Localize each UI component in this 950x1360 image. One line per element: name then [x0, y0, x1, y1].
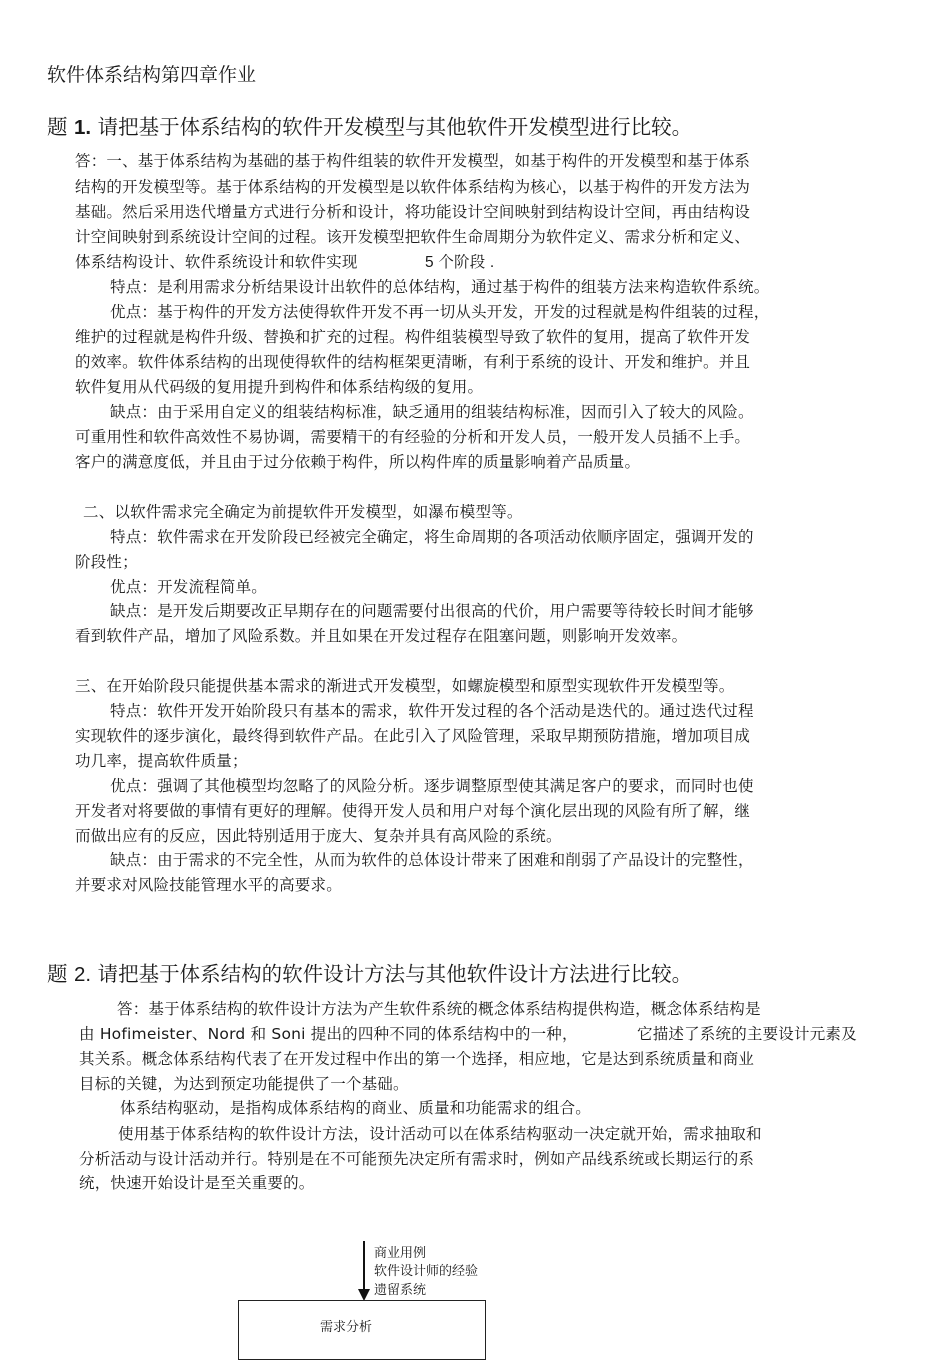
answer-line: 优点：强调了其他模型均忽略了的风险分析。逐步调整原型使其满足客户的要求，而同时也使 — [110, 777, 754, 795]
input-arrow-shaft — [363, 1241, 365, 1291]
answer-line: 体系结构设计、软件系统设计和软件实现 — [75, 253, 358, 271]
answer-line: 优点：开发流程简单。 — [110, 578, 268, 596]
question-1-prefix: 题 — [47, 115, 75, 139]
answer-line-phase-count: 5 个阶段 . — [425, 254, 495, 271]
answer-line: 软件复用从代码级的复用提升到构件和体系结构级的复用。 — [75, 378, 484, 396]
answer-line: 计空间映射到系统设计空间的过程。该开发模型把软件生命周期分为软件定义、需求分析和定义、 — [75, 228, 751, 246]
question-2-title — [47, 957, 692, 987]
answer-line: 基础。然后采用迭代增量方式进行分析和设计，将功能设计空间映射到结构设计空间，再由结构设 — [75, 203, 751, 221]
answer-line: 看到软件产品，增加了风险系数。并且如果在开发过程存在阻塞问题，则影响开发效率。 — [75, 627, 688, 645]
answer-line: 特点：软件需求在开发阶段已经被完全确定，将生命周期的各项活动依顺序固定，强调开发的 — [110, 528, 754, 546]
answer-line: 特点：是利用需求分析结果设计出软件的总体结构，通过基于构件的组装方法来构造软件系统。 — [110, 278, 770, 296]
answer-line: 而做出应有的反应，因此特别适用于庞大、复杂并具有高风险的系统。 — [75, 827, 562, 845]
answer-line: 可重用性和软件高效性不易协调，需要精干的有经验的分析和开发人员，一般开发人员插不上手。 — [75, 428, 751, 446]
answer-line: 三、在开始阶段只能提供基本需求的渐进式开发模型，如螺旋模型和原型实现软件开发模型等。 — [75, 677, 735, 695]
question-2-text: 请把基于体系结构的软件设计方法与其他软件设计方法进行比较。 — [91, 962, 693, 986]
requirements-analysis-label: 需求分析 — [320, 1320, 373, 1335]
answer-line: 客户的满意度低，并且由于过分依赖于构件，所以构件库的质量影响着产品质量。 — [75, 453, 641, 471]
answer-line: 优点：基于构件的开发方法使得软件开发不再一切从头开发，开发的过程就是构件组装的过程， — [110, 303, 770, 321]
answer-line: 它描述了系统的主要设计元素及 — [637, 1025, 857, 1043]
answer-line: 答：基于体系结构的软件设计方法为产生软件系统的概念体系结构提供构造，概念体系结构是 — [117, 1000, 761, 1018]
answer-line: 答：一、基于体系结构为基础的基于构件组装的软件开发模型，如基于构件的开发模型和基于体系 — [75, 152, 751, 170]
answer-line: 功几率，提高软件质量； — [75, 752, 248, 770]
answer-line: 二、以软件需求完全确定为前提软件开发模型，如瀑布模型等。 — [83, 503, 523, 521]
answer-line: 的效率。软件体系结构的出现使得软件的结构框架更清晰，有利于系统的设计、开发和维护。并且 — [75, 353, 751, 371]
answer-line: 开发者对将要做的事情有更好的理解。使得开发人员和用户对每个演化层出现的风险有所了解，继 — [75, 802, 751, 820]
answer-line: 结构的开发模型等。基于体系结构的开发模型是以软件体系结构为核心，以基于构件的开发方法为 — [75, 178, 751, 196]
answer-line: 由 Hofimeister、Nord 和 Soni 提出的四种不同的体系结构中的一种， — [79, 1025, 578, 1043]
answer-line: 统，快速开始设计是至关重要的。 — [79, 1174, 315, 1192]
answer-line: 实现软件的逐步演化，最终得到软件产品。在此引入了风险管理，采取早期预防措施，增加项目成 — [75, 727, 751, 745]
question-1-title — [47, 110, 692, 140]
answer-line: 维护的过程就是构件升级、替换和扩充的过程。构件组装模型导致了软件的复用，提高了软件开发 — [75, 328, 751, 346]
answer-line: 缺点：由于需求的不完全性，从而为软件的总体设计带来了困难和削弱了产品设计的完整性， — [110, 851, 754, 869]
diagram-input-designer-experience: 软件设计师的经验 — [374, 1264, 479, 1279]
diagram-input-business-case: 商业用例 — [374, 1246, 427, 1261]
question-1-text: 请把基于体系结构的软件开发模型与其他软件开发模型进行比较。 — [91, 115, 693, 139]
answer-line: 阶段性； — [75, 553, 138, 571]
answer-line: 缺点：是开发后期要改正早期存在的问题需要付出很高的代价，用户需要等待较长时间才能够 — [110, 602, 754, 620]
question-2-number: 2. — [74, 963, 92, 986]
answer-line: 目标的关键，为达到预定功能提供了一个基础。 — [79, 1075, 409, 1093]
diagram-input-legacy-system: 遗留系统 — [374, 1283, 427, 1298]
question-2-prefix: 题 — [47, 962, 75, 986]
answer-line: 缺点：由于采用自定义的组装结构标准，缺乏通用的组装结构标准，因而引入了较大的风险。 — [110, 403, 754, 421]
answer-line: 体系结构驱动，是指构成体系结构的商业、质量和功能需求的组合。 — [120, 1099, 592, 1117]
answer-line: 并要求对风险技能管理水平的高要求。 — [75, 876, 342, 894]
answer-line: 分析活动与设计活动并行。特别是在不可能预先决定所有需求时，例如产品线系统或长期运行的系 — [79, 1150, 755, 1168]
answer-line: 使用基于体系结构的软件设计方法，设计活动可以在体系结构驱动一决定就开始，需求抽取和 — [118, 1125, 762, 1143]
question-1-number: 1. — [74, 116, 92, 139]
answer-line: 其关系。概念体系结构代表了在开发过程中作出的第一个选择，相应地，它是达到系统质量和商业 — [79, 1050, 755, 1068]
document-title: 软件体系结构第四章作业 — [47, 64, 257, 86]
answer-line: 特点：软件开发开始阶段只有基本的需求，软件开发过程的各个活动是迭代的。通过迭代过程 — [110, 702, 754, 720]
